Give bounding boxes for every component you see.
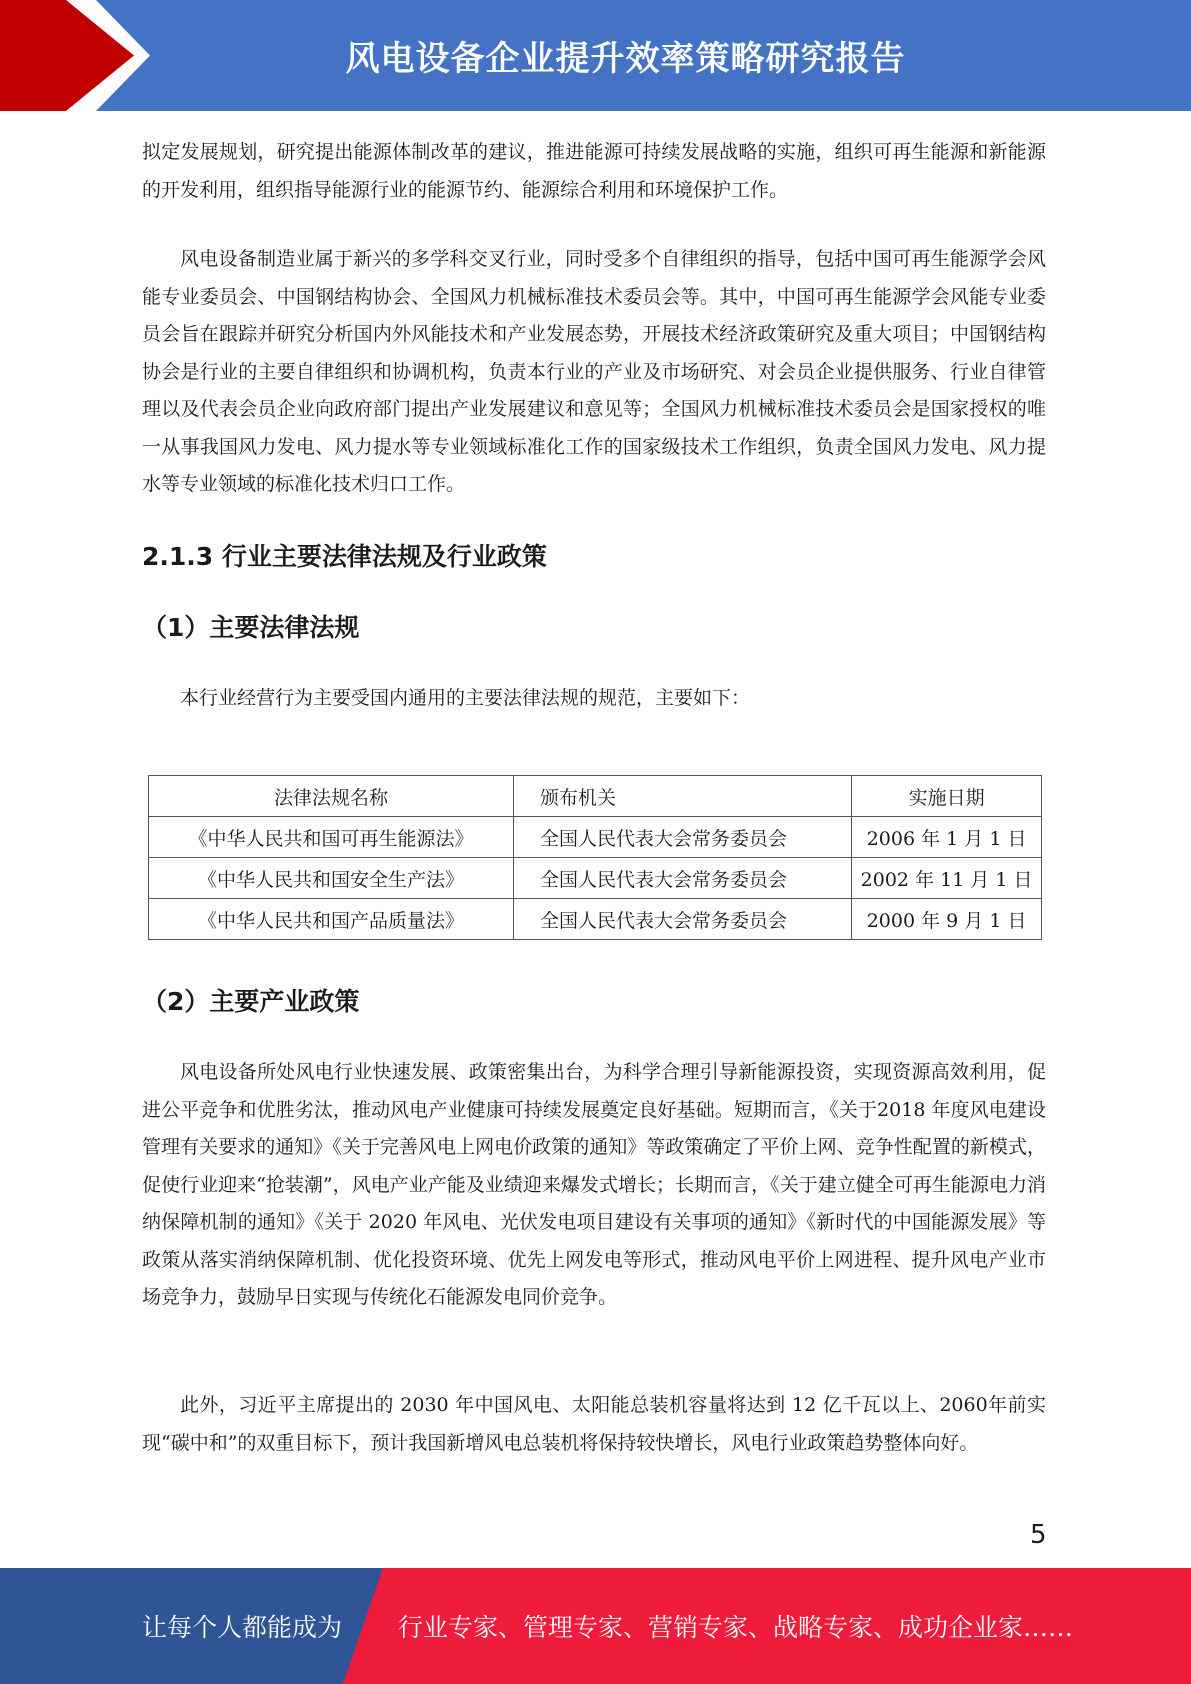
table-header-cell: 实施日期 <box>852 776 1042 817</box>
report-title: 风电设备企业提升效率策略研究报告 <box>345 39 906 79</box>
section-heading: 2.1.3 行业主要法律法规及行业政策 <box>142 542 547 571</box>
laws-table <box>148 775 1042 940</box>
paragraph-self-regulatory: 风电设备制造业属于新兴的多学科交叉行业，同时受多个自律组织的指导，包括中国可再生能源学会风能专业委员会、中国钢结构协会、全国风力机械标准技术委员会等。其中，中国可再生能源学会风能专业委员会旨在跟踪并研究分析国内外风能技术和产业发展态势，开展技术经济政策研究及重大项目；中国钢结构协会是行业的主要自律组织和协调机构，负责本行业的产业及市场研究、对会员企业提供服务、行业自律管理以及代表会员企业向政府部门提出产业发展建议和意见等；全国风力机械标准技术委员会是国家授权的唯一从事我国风力发电、风力提水等专业领域标准化工作的国家级技术工作组织，负责全国风力发电、风力提水等专业领域的标准化技术归口工作。 <box>142 248 1046 495</box>
table-cell: 《中华人民共和国产品质量法》 <box>149 899 514 940</box>
table-row <box>149 858 1042 899</box>
table-cell: 2000 年 9 月 1 日 <box>852 899 1042 940</box>
table-header-cell: 颁布机关 <box>513 776 851 817</box>
table-cell: 全国人民代表大会常务委员会 <box>513 899 851 940</box>
paragraph-energy-admin: 拟定发展规划，研究提出能源体制改革的建议，推进能源可持续发展战略的实施，组织可再生能源和新能源的开发利用，组织指导能源行业的能源节约、能源综合利用和环境保护工作。 <box>142 141 1046 201</box>
footer-banner <box>0 1568 1191 1684</box>
table-cell: 全国人民代表大会常务委员会 <box>513 817 851 858</box>
table-header-row <box>149 776 1042 817</box>
table-header-cell: 法律法规名称 <box>149 776 514 817</box>
paragraph-laws-intro: 本行业经营行为主要受国内通用的主要法律法规的规范，主要如下： <box>180 687 751 709</box>
table-row <box>149 899 1042 940</box>
footer-slogan-right: 行业专家、管理专家、营销专家、战略专家、成功企业家…… <box>398 1613 1074 1642</box>
subheading-laws: （1）主要法律法规 <box>142 613 360 642</box>
page-number: 5 <box>1030 1520 1047 1550</box>
header-banner <box>0 0 1191 111</box>
subheading-policies: （2）主要产业政策 <box>142 987 360 1016</box>
paragraph-industry-policy: 风电设备所处风电行业快速发展、政策密集出台，为科学合理引导新能源投资，实现资源高效利用，促进公平竞争和优胜劣汰，推动风电产业健康可持续发展奠定良好基础。短期而言，《关于2018 年度风电建设管理有关要求的通知》《关于完善风电上网电价政策的通知》等政策确定了平价上网、竞争性配置的新模式，促使行业迎来“抢装潮”，风电产业产能及业绩迎来爆发式增长；长期而言，《关于建立健全可再生能源电力消纳保障机制的通知》《关于 2020 年风电、光伏发电项目建设有关事项的通知》《新时代的中国能源发展》等政策从落实消纳保障机制、优化投资环境、优先上网发电等形式，推动风电平价上网进程、提升风电产业市场竞争力，鼓励早日实现与传统化石能源发电同价竞争。 <box>142 1061 1046 1308</box>
footer-slogan-left: 让每个人都能成为 <box>142 1613 343 1642</box>
table-cell: 全国人民代表大会常务委员会 <box>513 858 851 899</box>
paragraph-carbon-goals: 此外，习近平主席提出的 2030 年中国风电、太阳能总装机容量将达到 12 亿千瓦以上、2060年前实现“碳中和”的双重目标下，预计我国新增风电总装机将保持较快增长，风电行业政策趋势整体向好。 <box>142 1394 1046 1454</box>
table-cell: 2006 年 1 月 1 日 <box>852 817 1042 858</box>
table-row <box>149 817 1042 858</box>
table-cell: 《中华人民共和国安全生产法》 <box>149 858 514 899</box>
table-cell: 《中华人民共和国可再生能源法》 <box>149 817 514 858</box>
table-cell: 2002 年 11 月 1 日 <box>852 858 1042 899</box>
